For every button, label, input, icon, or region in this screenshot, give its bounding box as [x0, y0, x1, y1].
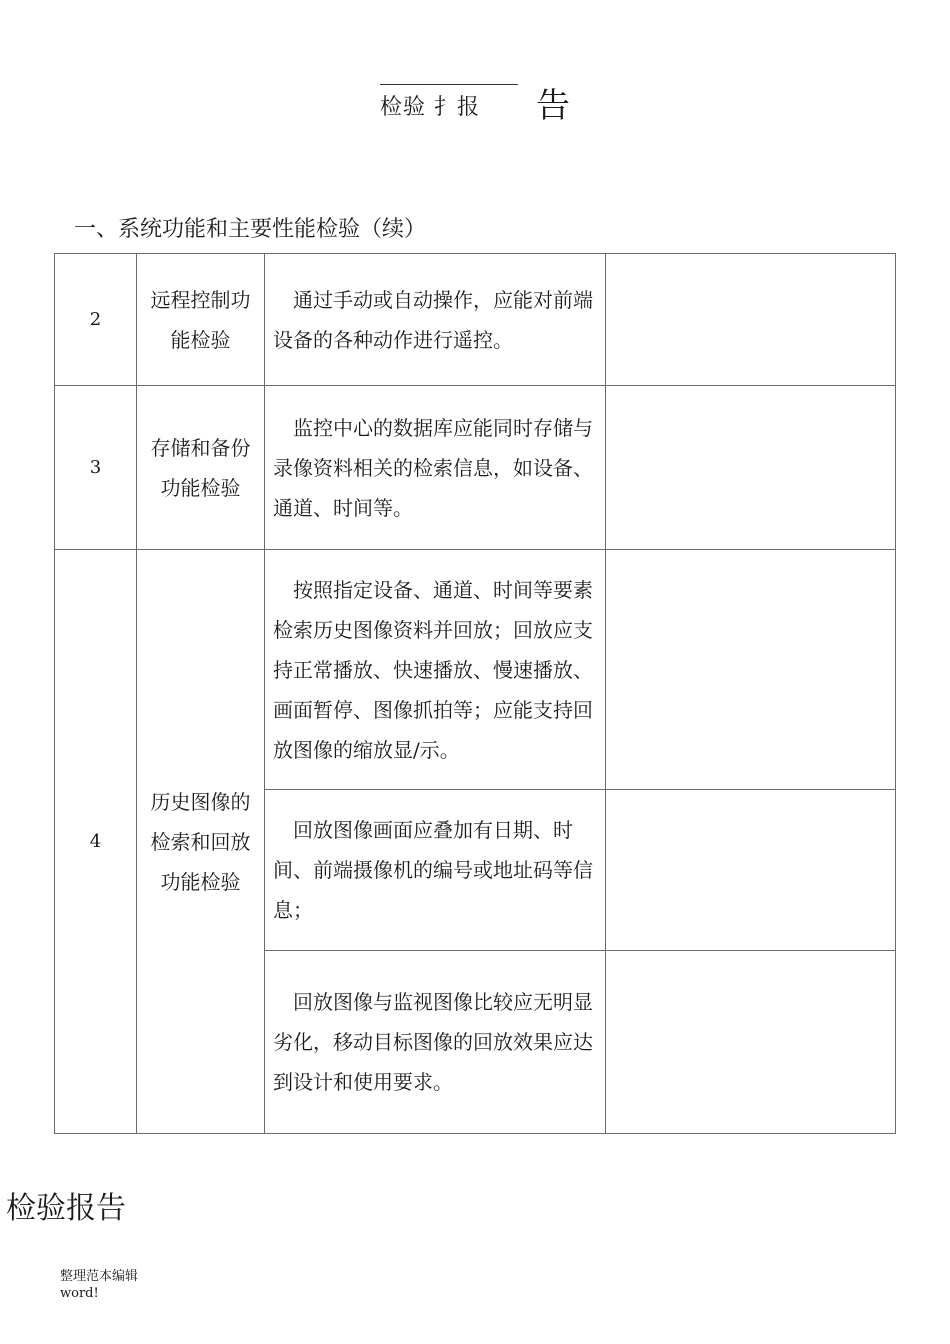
table-row [55, 386, 896, 550]
requirement-text: 监控中心的数据库应能同时存储与录像资料相关的检索信息，如设备、通道、时间等。 [265, 386, 606, 550]
footer-heading: 检验报告 [6, 1191, 126, 1226]
check-item: 存储和备份功能检验 [137, 386, 265, 550]
requirement-text: 按照指定设备、通道、时间等要素检索历史图像资料并回放；回放应支持正常播放、快速播放、慢速播放、画面暂停、图像抓拍等；应能支持回放图像的缩放显/示。 [265, 550, 606, 790]
result-cell [606, 254, 896, 386]
table-row [55, 550, 896, 790]
result-cell [606, 951, 896, 1134]
row-number: 3 [55, 386, 137, 550]
requirement-text: 通过手动或自动操作，应能对前端设备的各种动作进行遥控。 [265, 254, 606, 386]
footer-note [60, 1268, 138, 1302]
title-main: 检验 扌报 [380, 95, 480, 120]
check-item: 远程控制功能检验 [137, 254, 265, 386]
inspection-table [54, 253, 896, 1134]
row-number: 4 [55, 550, 137, 1134]
result-cell [606, 790, 896, 951]
requirement-text: 回放图像画面应叠加有日期、时间、前端摄像机的编号或地址码等信息； [265, 790, 606, 951]
result-cell [606, 386, 896, 550]
section-heading: 一、系统功能和主要性能检验（续） [74, 217, 427, 242]
row-number: 2 [55, 254, 137, 386]
title-big-char: 告 [536, 86, 570, 126]
requirement-text: 回放图像与监视图像比较应无明显劣化，移动目标图像的回放效果应达到设计和使用要求。 [265, 951, 606, 1134]
title-rule [380, 84, 518, 85]
check-item: 历史图像的检索和回放功能检验 [137, 550, 265, 1134]
result-cell [606, 550, 896, 790]
footer-note-line: word! [60, 1286, 99, 1301]
footer-note-line: 整理范本编辑 [60, 1269, 139, 1284]
document-title [380, 78, 580, 126]
table-row [55, 254, 896, 386]
